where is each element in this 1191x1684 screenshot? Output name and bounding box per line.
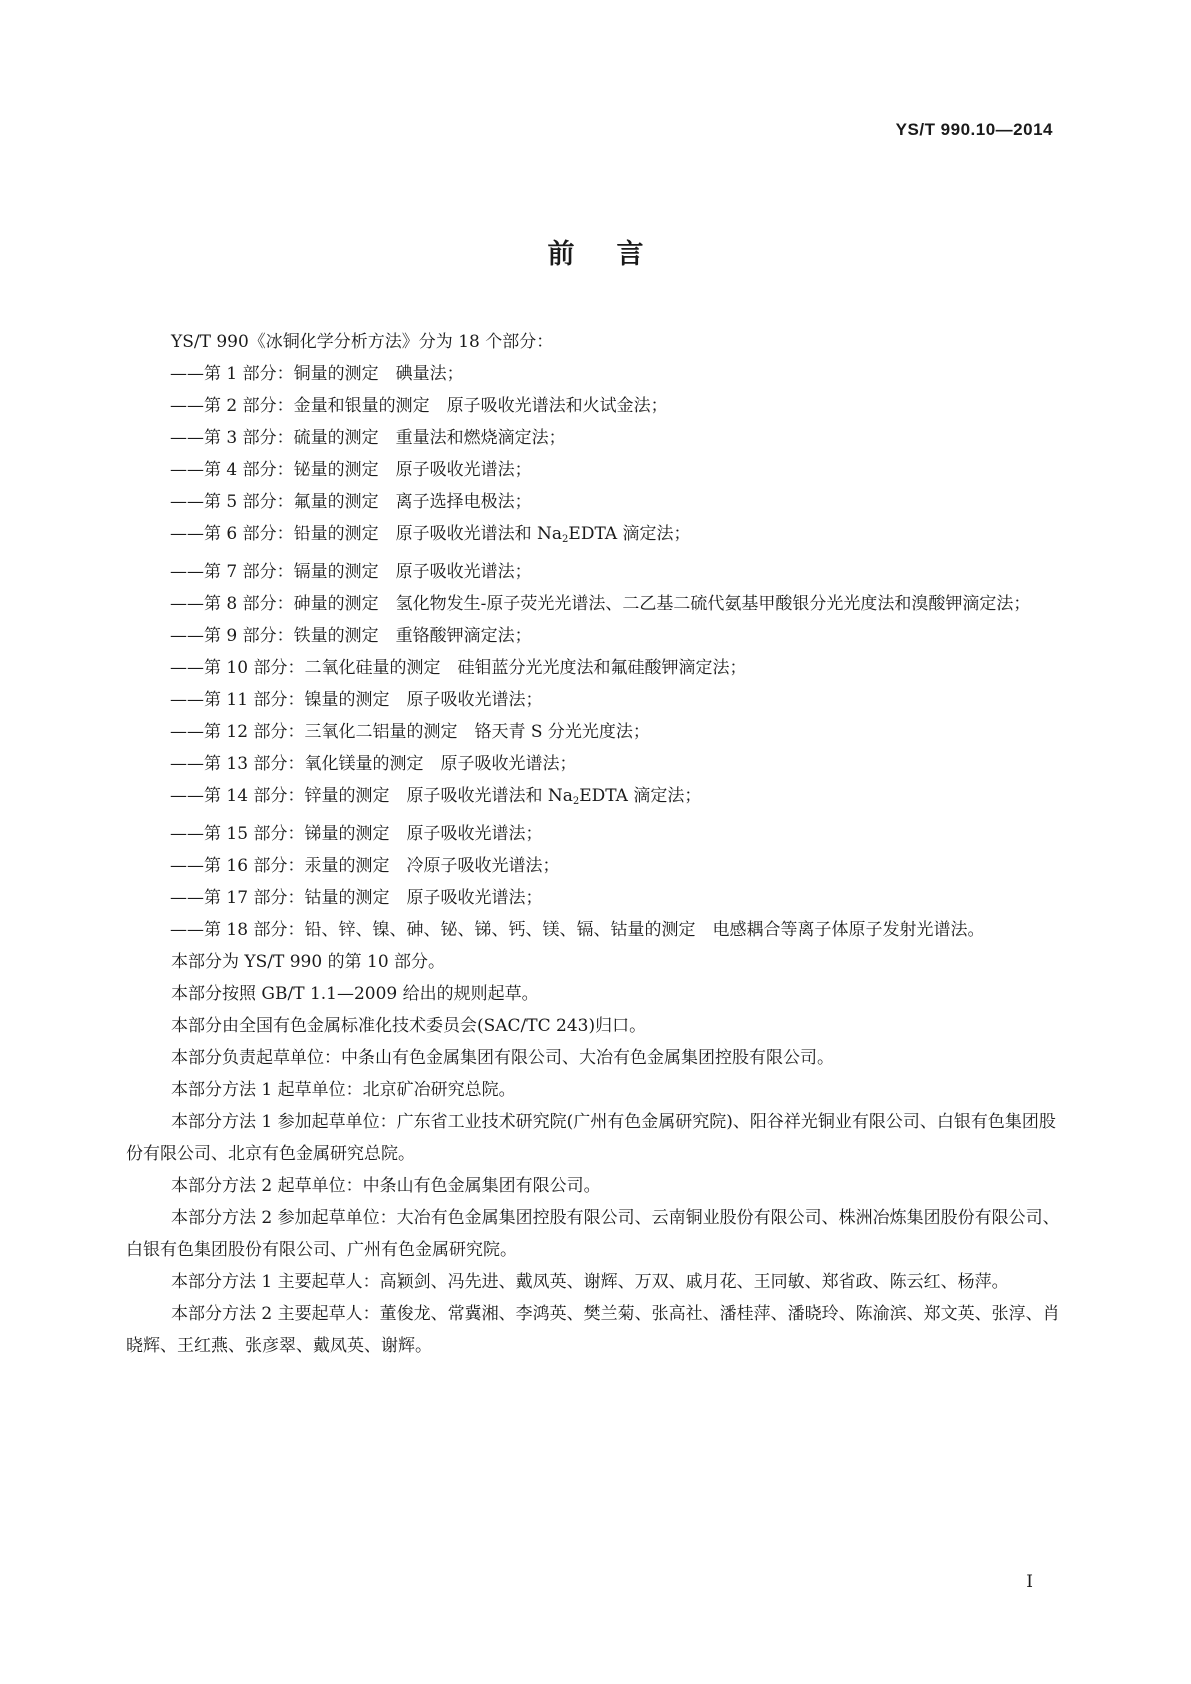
part-item-4: ——第 4 部分：铋量的测定 原子吸收光谱法； [170, 460, 532, 480]
part-item-9: ——第 9 部分：铁量的测定 重铬酸钾滴定法； [170, 626, 532, 646]
part-item-18: ——第 18 部分：铅、锌、镍、砷、铋、锑、钙、镁、镉、钴量的测定 电感耦合等离子体原子发射光谱法。 [170, 920, 985, 940]
paragraph-method1-drafters: 本部分方法 1 主要起草人：高颖剑、冯先进、戴凤英、谢辉、万双、戚月花、王同敏、郑省政、陈云红、杨萍。 [171, 1272, 1009, 1292]
part-item-13: ——第 13 部分：氧化镁量的测定 原子吸收光谱法； [170, 754, 577, 774]
part-item-14-text: ——第 14 部分：锌量的测定 原子吸收光谱法和 Na [170, 786, 573, 806]
intro-paragraph: YS/T 990《冰铜化学分析方法》分为 18 个部分： [171, 332, 554, 352]
part-item-6-text-end: EDTA 滴定法； [568, 524, 691, 544]
part-item-11: ——第 11 部分：镍量的测定 原子吸收光谱法； [170, 690, 543, 710]
foreword-body [126, 326, 1072, 1362]
part-item-17: ——第 17 部分：钴量的测定 原子吸收光谱法； [170, 888, 543, 908]
subscript: 2 [562, 534, 569, 545]
paragraph-method2-unit: 本部分方法 2 起草单位：中条山有色金属集团有限公司。 [171, 1176, 601, 1196]
paragraph-committee: 本部分由全国有色金属标准化技术委员会(SAC/TC 243)归口。 [171, 1016, 647, 1036]
part-item-10: ——第 10 部分：二氧化硅量的测定 硅钼蓝分光光度法和氟硅酸钾滴定法； [170, 658, 747, 678]
page-number: I [1026, 1572, 1033, 1592]
paragraph-part-number: 本部分为 YS/T 990 的第 10 部分。 [171, 952, 446, 972]
part-item-6-text: ——第 6 部分：铅量的测定 原子吸收光谱法和 Na [170, 524, 563, 544]
part-item-7: ——第 7 部分：镉量的测定 原子吸收光谱法； [170, 562, 532, 582]
part-item-15: ——第 15 部分：锑量的测定 原子吸收光谱法； [170, 824, 543, 844]
part-item-6 [126, 518, 1072, 556]
paragraph-responsible-units: 本部分负责起草单位：中条山有色金属集团有限公司、大冶有色金属集团控股有限公司。 [171, 1048, 834, 1068]
paragraph-method1-participants: 本部分方法 1 参加起草单位：广东省工业技术研究院(广州有色金属研究院)、阳谷祥光铜业有限公司、白银有色集团股份有限公司、北京有色金属研究总院。 [126, 1112, 1056, 1164]
paragraph-drafting-rules: 本部分按照 GB/T 1.1—2009 给出的规则起草。 [171, 984, 539, 1004]
part-item-2: ——第 2 部分：金量和银量的测定 原子吸收光谱法和火试金法； [170, 396, 668, 416]
part-item-14 [126, 780, 1072, 818]
page-title: 前言 [547, 239, 686, 270]
paragraph-method2-drafters: 本部分方法 2 主要起草人：董俊龙、常冀湘、李鸿英、樊兰菊、张高社、潘桂萍、潘晓玲、陈渝滨、郑文英、张淳、肖晓辉、王红燕、张彦翠、戴凤英、谢辉。 [126, 1304, 1060, 1356]
part-item-16: ——第 16 部分：汞量的测定 冷原子吸收光谱法； [170, 856, 560, 876]
paragraph-method2-participants: 本部分方法 2 参加起草单位：大冶有色金属集团控股有限公司、云南铜业股份有限公司、株洲冶炼集团股份有限公司、白银有色集团股份有限公司、广州有色金属研究院。 [126, 1208, 1060, 1260]
part-item-5: ——第 5 部分：氟量的测定 离子选择电极法； [170, 492, 532, 512]
part-item-14-text-end: EDTA 滴定法； [579, 786, 702, 806]
subscript: 2 [572, 796, 580, 807]
part-item-1: ——第 1 部分：铜量的测定 碘量法； [170, 364, 464, 384]
part-item-12: ——第 12 部分：三氧化二铝量的测定 铬天青 S 分光光度法； [170, 722, 650, 742]
standard-number: YS/T 990.10—2014 [895, 120, 1053, 139]
part-item-3: ——第 3 部分：硫量的测定 重量法和燃烧滴定法； [170, 428, 566, 448]
part-item-8: ——第 8 部分：砷量的测定 氢化物发生-原子荧光光谱法、二乙基二硫代氨基甲酸银分光光度法和溴酸钾滴定法； [170, 594, 1031, 614]
paragraph-method1-unit: 本部分方法 1 起草单位：北京矿冶研究总院。 [171, 1080, 516, 1100]
